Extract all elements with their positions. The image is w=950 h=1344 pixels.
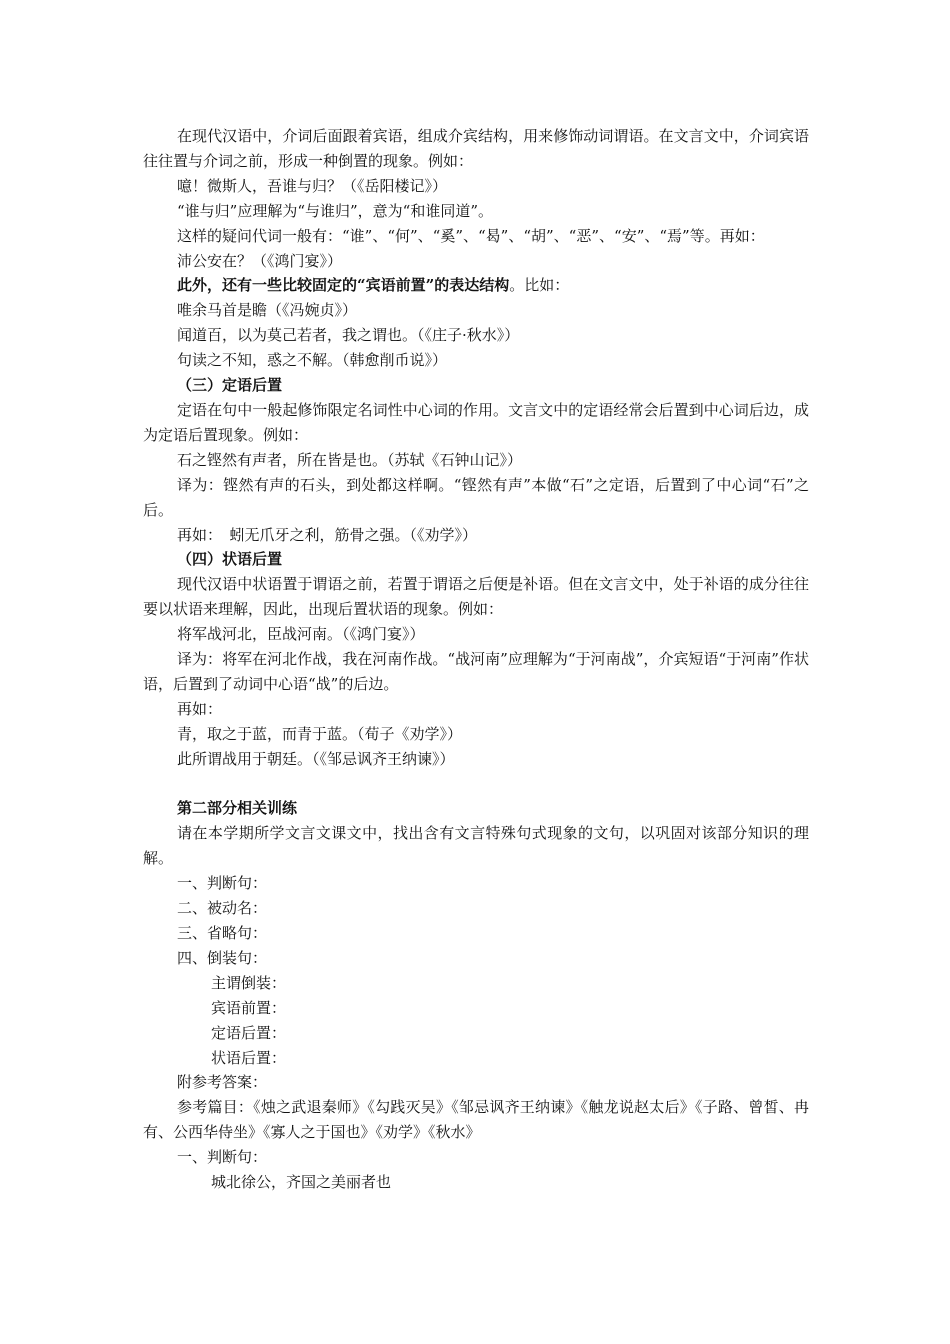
sub-list-item: 状语后置： (211, 1048, 287, 1067)
paragraph: 请在本学期所学文言文课文中，找出含有文言特殊句式现象的文句，以巩固对该部分知识的理解。 (143, 824, 809, 868)
list-item: 附参考答案： (177, 1073, 268, 1092)
sub-list-item: 宾语前置： (211, 998, 287, 1017)
example-sentence: 唯余马首是瞻（《冯婉贞》） (177, 301, 358, 320)
example-sentence: 将军战河北，臣战河南。（《鸿门宴》） (177, 625, 425, 644)
text-run: 。比如： (509, 276, 570, 295)
paragraph: 译为：将军在河北作战，我在河南作战。“战河南”应理解为“于河南战”，介宾短语“于河南”作状语，后置到了动词中心语“战”的后边。 (143, 650, 809, 693)
list-item: 一、判断句： (177, 1148, 268, 1167)
example-sentence: 青，取之于蓝，而青于蓝。（荀子《劝学》） (177, 724, 463, 743)
sub-list-item: 主谓倒装： (211, 973, 287, 992)
bold-phrase: 此外，还有一些比较固定的“宾语前置”的表达结构 (177, 276, 510, 295)
sub-list-item: 定语后置： (211, 1023, 287, 1042)
section-heading: （三）定语后置 (177, 376, 283, 395)
example-sentence: 噫！微斯人，吾谁与归？（《岳阳楼记》） (177, 176, 448, 195)
list-item: 一、判断句： (177, 874, 268, 893)
list-item: 四、倒装句： (177, 948, 268, 967)
example-sentence: 沛公安在？（《鸿门宴》） (177, 251, 343, 270)
sub-list-item: 城北徐公，齐国之美丽者也 (211, 1173, 392, 1192)
paragraph: 定语在句中一般起修饰限定名词性中心词的作用。文言文中的定语经常会后置到中心词后边，成为定语后置现象。例如： (143, 400, 809, 444)
paragraph: 再如： (177, 699, 223, 718)
paragraph: 译为：铿然有声的石头，到处都这样啊。“铿然有声”本做“石”之定语，后置到了中心词“石”之后。 (143, 475, 809, 519)
paragraph (143, 273, 809, 298)
paragraph: “谁与归”应理解为“与谁归”，意为“和谁同道”。 (177, 201, 494, 220)
example-sentence: 石之铿然有声者，所在皆是也。（苏轼《石钟山记》） (177, 450, 523, 469)
part-heading: 第二部分相关训练 (177, 799, 298, 818)
example-sentence: 此所谓战用于朝廷。（《邹忌讽齐王纳谏》） (177, 749, 455, 768)
document-page (143, 124, 809, 1195)
example-sentence: 再如： 蚓无爪牙之利，筋骨之强。（《劝学》） (177, 525, 478, 544)
spacer (143, 772, 809, 797)
paragraph: 这样的疑问代词一般有：“谁”、“何”、“奚”、“曷”、“胡”、“恶”、“安”、“焉”等。再如： (177, 226, 765, 245)
section-heading: （四）状语后置 (177, 550, 283, 569)
paragraph: 现代汉语中状语置于谓语之前，若置于谓语之后便是补语。但在文言文中，处于补语的成分往往要以状语来理解，因此，出现后置状语的现象。例如： (143, 575, 809, 619)
list-item: 三、省略句： (177, 923, 268, 942)
paragraph: 参考篇目：《烛之武退秦师》《勾践灭吴》《邹忌讽齐王纳谏》《触龙说赵太后》《子路、曾皙、冉有、公西华侍坐》《寡人之于国也》《劝学》《秋水》 (143, 1098, 809, 1142)
list-item: 二、被动名： (177, 899, 268, 918)
example-sentence: 闻道百，以为莫己若者，我之谓也。（《庄子·秋水》） (177, 326, 520, 345)
paragraph: 在现代汉语中，介词后面跟着宾语，组成介宾结构，用来修饰动词谓语。在文言文中，介词宾语往往置与介词之前，形成一种倒置的现象。例如： (143, 127, 809, 170)
example-sentence: 句读之不知，惑之不解。（韩愈削币说》） (177, 351, 448, 370)
